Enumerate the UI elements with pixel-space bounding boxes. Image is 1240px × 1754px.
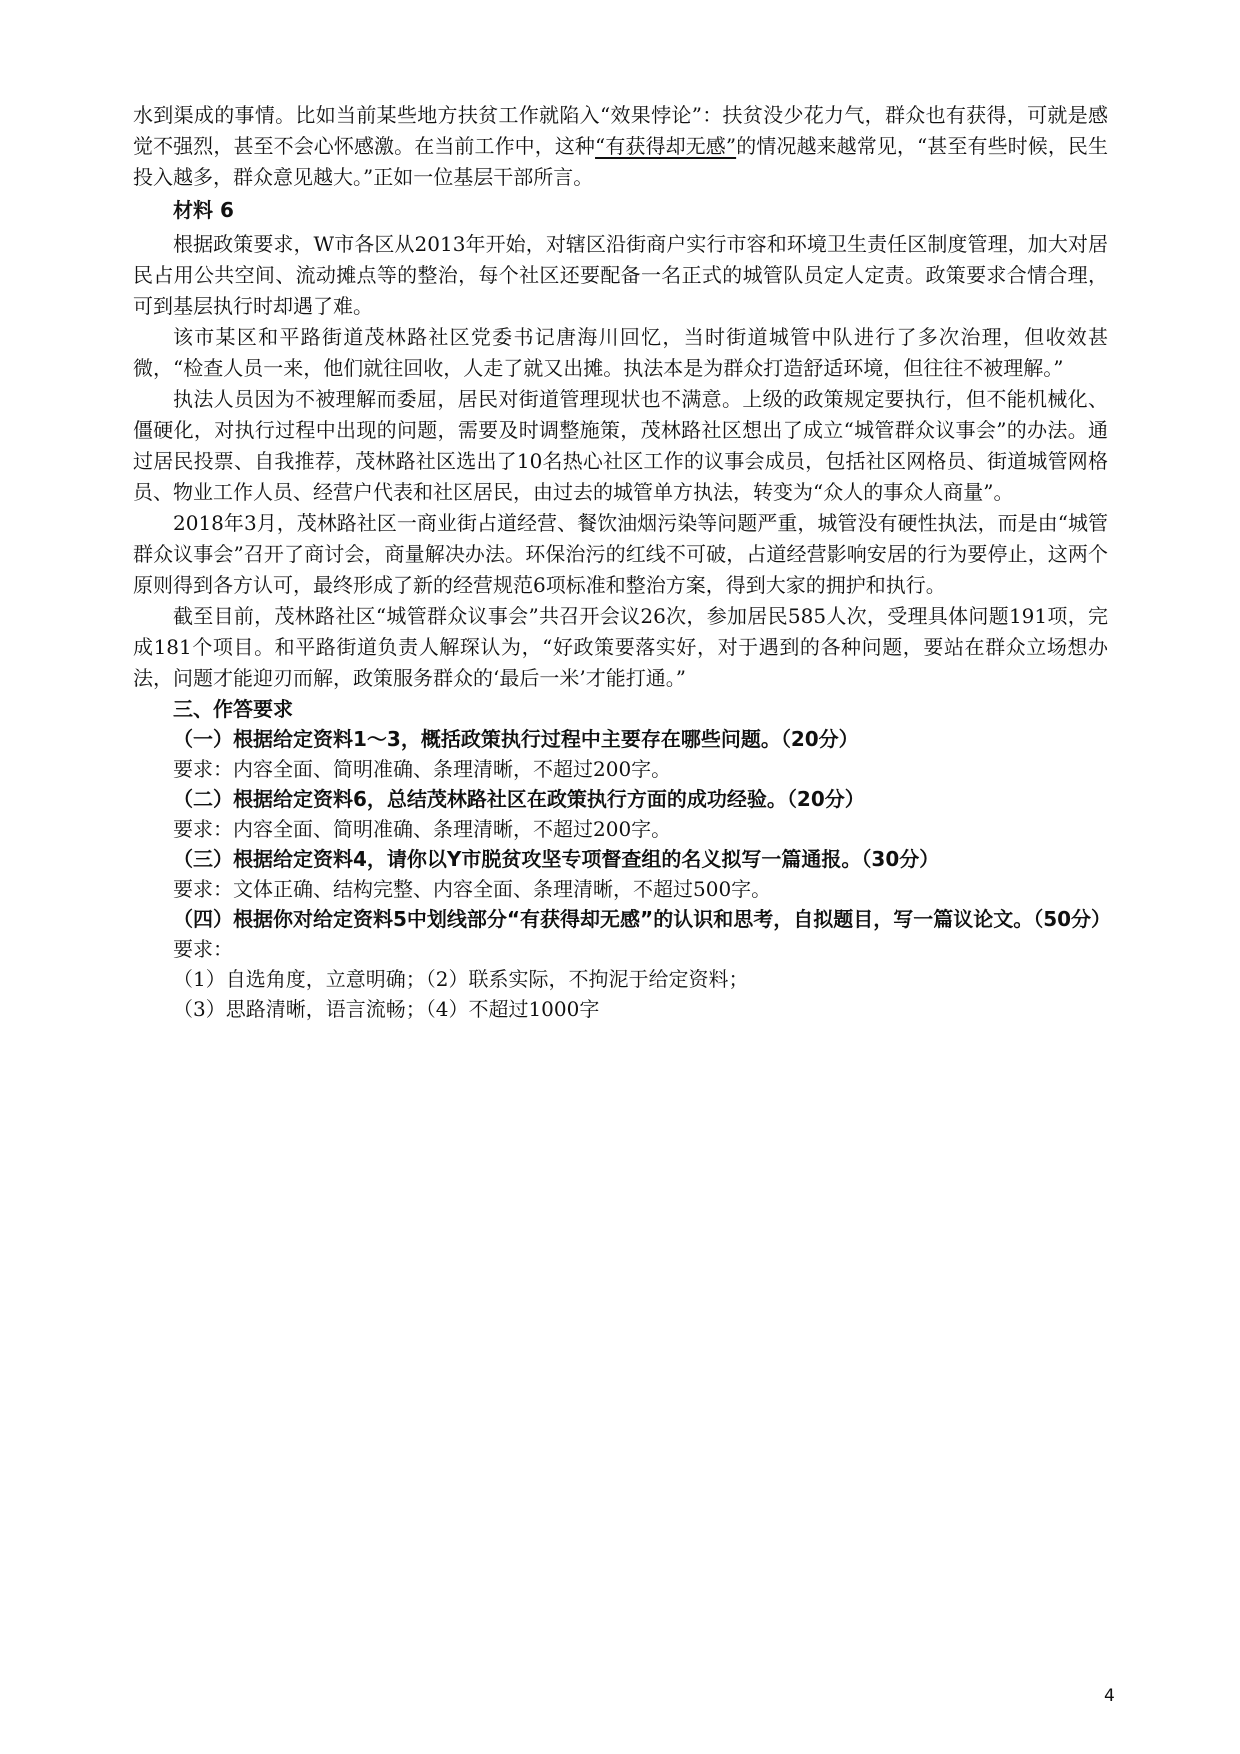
paragraph-text-before: 水到渠成的事情。比如当前某些地方扶贫工作就陷入“效果悖论”：扶贫没少花力气，群众也有获得，可就是感觉不强烈，甚至不会心怀感激。在当前工作中，这种 (133, 103, 1108, 158)
question-4-requirement-line-2: （3）思路清晰，语言流畅；（4）不超过1000字 (173, 997, 600, 1021)
paragraph-continuation (133, 100, 1108, 193)
material-6-paragraph-2: 该市某区和平路街道茂林路社区党委书记唐海川回忆，当时街道城管中队进行了多次治理，但收效甚微，“检查人员一来，他们就往回收，人走了就又出摊。执法本是为群众打造舒适环境，但往往不被理解。” (133, 325, 1108, 380)
question-3-title: （三）根据给定资料4，请你以Y市脱贫攻坚专项督查组的名义拟写一篇通报。（30分） (173, 847, 940, 871)
question-4-requirement-line-1: （1）自选角度，立意明确；（2）联系实际，不拘泥于给定资料； (173, 967, 749, 991)
question-2-title: （二）根据给定资料6，总结茂林路社区在政策执行方面的成功经验。（20分） (173, 787, 865, 811)
underlined-phrase: “有获得却无感” (595, 134, 737, 158)
question-1-title: （一）根据给定资料1～3，概括政策执行过程中主要存在哪些问题。（20分） (173, 727, 859, 751)
material-6-paragraph-4: 2018年3月，茂林路社区一商业街占道经营、餐饮油烟污染等问题严重，城管没有硬性执法，而是由“城管群众议事会”召开了商讨会，商量解决办法。环保治污的红线不可破，占道经营影响安居的行为要停止，这两个原则得到各方认可，最终形成了新的经营规范6项标准和整治方案，得到大家的拥护和执行。 (133, 511, 1108, 597)
question-4-requirement: 要求： (173, 937, 233, 961)
page-number: 4 (1104, 1686, 1115, 1706)
paragraph-text-after: 的情况越来越常见，“甚至有些时候，民生投入越多，群众意见越大。”正如一位基层干部所言。 (133, 134, 1109, 189)
material-6-heading: 材料 6 (173, 198, 234, 222)
material-6-paragraph-3: 执法人员因为不被理解而委屈，居民对街道管理现状也不满意。上级的政策规定要执行，但不能机械化、僵硬化，对执行过程中出现的问题，需要及时调整施策，茂林路社区想出了成立“城管群众议事会”的办法。通过居民投票、自我推荐，茂林路社区选出了10名热心社区工作的议事会成员，包括社区网格员、街道城管网格员、物业工作人员、经营户代表和社区居民，由过去的城管单方执法，转变为“众人的事众人商量”。 (133, 387, 1108, 504)
question-4-title: （四）根据你对给定资料5中划线部分“有获得却无感”的认识和思考，自拟题目，写一篇议论文。（50分） (173, 907, 1112, 931)
question-3-requirement: 要求：文体正确、结构完整、内容全面、条理清晰，不超过500字。 (173, 877, 772, 901)
question-2-requirement: 要求：内容全面、简明准确、条理清晰，不超过200字。 (173, 817, 672, 841)
material-6-paragraph-5: 截至目前，茂林路社区“城管群众议事会”共召开会议26次，参加居民585人次，受理具体问题191项，完成181个项目。和平路街道负责人解琛认为，“好政策要落实好，对于遇到的各种问题，要站在群众立场想办法，问题才能迎刃而解，政策服务群众的‘最后一米’才能打通。” (133, 604, 1108, 690)
document-page (133, 100, 1112, 1024)
question-1-requirement: 要求：内容全面、简明准确、条理清晰，不超过200字。 (173, 757, 672, 781)
section-3-heading: 三、作答要求 (173, 697, 293, 721)
material-6-paragraph-1: 根据政策要求，W市各区从2013年开始，对辖区沿街商户实行市容和环境卫生责任区制度管理，加大对居民占用公共空间、流动摊点等的整治，每个社区还要配备一名正式的城管队员定人定责。政策要求合情合理，可到基层执行时却遇了难。 (133, 232, 1108, 318)
